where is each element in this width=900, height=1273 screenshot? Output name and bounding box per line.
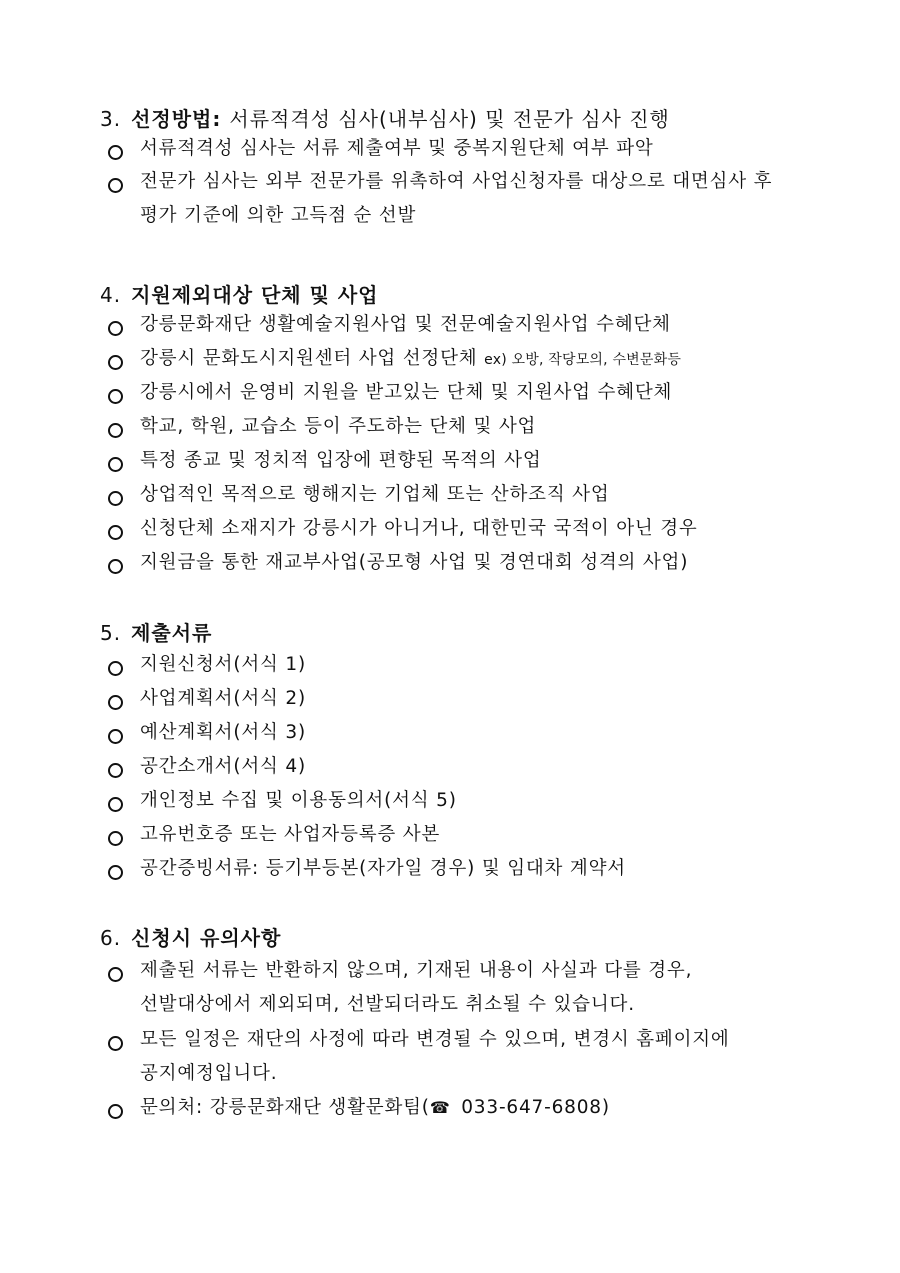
section-6-number: 6. [100, 926, 122, 950]
list-item-text: 지원금을 통한 재교부사업(공모형 사업 및 경연대회 성격의 사업) [140, 552, 689, 573]
list-item-text: 서류적격성 심사는 서류 제출여부 및 중복지원단체 여부 파악 [140, 138, 654, 159]
list-item-text: 지원신청서(서식 1) [140, 654, 306, 675]
circle-bullet-icon [108, 1036, 123, 1051]
phone-icon: ☎ [429, 1098, 451, 1117]
circle-bullet-icon [108, 729, 123, 744]
list-item-text: 상업적인 목적으로 행해지는 기업체 또는 산하조직 사업 [140, 484, 610, 505]
circle-bullet-icon [108, 491, 123, 506]
section-6-heading [100, 924, 281, 952]
contact-phone-number: 033-647-6808) [454, 1097, 610, 1118]
list-item-text-continued: 평가 기준에 의한 고득점 순 선발 [140, 205, 417, 226]
circle-bullet-icon [108, 145, 123, 160]
contact-text [140, 1091, 610, 1125]
circle-bullet-icon [108, 1104, 123, 1119]
list-item-example-text: ex) 오방, 작당모의, 수변문화등 [484, 352, 682, 368]
circle-bullet-icon [108, 423, 123, 438]
circle-bullet-icon [108, 389, 123, 404]
circle-bullet-icon [108, 763, 123, 778]
section-4-heading [100, 281, 379, 309]
list-item-text: 사업계획서(서식 2) [140, 688, 306, 709]
list-item-text: 개인정보 수집 및 이용동의서(서식 5) [140, 790, 457, 811]
list-item-text: 예산계획서(서식 3) [140, 722, 306, 743]
list-item-text-continued: 공지예정입니다. [140, 1063, 278, 1084]
list-item-text: 강릉시에서 운영비 지원을 받고있는 단체 및 지원사업 수혜단체 [140, 382, 673, 403]
list-item-text: 제출된 서류는 반환하지 않으며, 기재된 내용이 사실과 다를 경우, [140, 960, 693, 981]
list-item-text: 공간소개서(서식 4) [140, 756, 306, 777]
list-item-text: 고유번호증 또는 사업자등록증 사본 [140, 824, 441, 845]
list-item-text [140, 342, 681, 377]
section-6-title: 신청시 유의사항 [131, 926, 282, 950]
section-4-title: 지원제외대상 단체 및 사업 [131, 283, 379, 307]
circle-bullet-icon [108, 797, 123, 812]
list-item-text: 강릉문화재단 생활예술지원사업 및 전문예술지원사업 수혜단체 [140, 314, 671, 335]
circle-bullet-icon [108, 178, 123, 193]
list-item-text-continued: 선발대상에서 제외되며, 선발되더라도 취소될 수 있습니다. [140, 994, 635, 1015]
circle-bullet-icon [108, 525, 123, 540]
circle-bullet-icon [108, 321, 123, 336]
section-3-heading [100, 105, 670, 133]
list-item-text: 신청단체 소재지가 강릉시가 아니거나, 대한민국 국적이 아닌 경우 [140, 518, 698, 539]
circle-bullet-icon [108, 457, 123, 472]
section-5-heading [100, 619, 212, 647]
section-5-title: 제출서류 [131, 621, 213, 645]
section-3-subtitle: 서류적격성 심사(내부심사) 및 전문가 심사 진행 [229, 107, 670, 131]
circle-bullet-icon [108, 661, 123, 676]
circle-bullet-icon [108, 559, 123, 574]
section-3-title: 선정방법: [131, 107, 222, 131]
list-item-main-text: 강릉시 문화도시지원센터 사업 선정단체 [140, 348, 485, 369]
circle-bullet-icon [108, 355, 123, 370]
circle-bullet-icon [108, 831, 123, 846]
list-item-text: 학교, 학원, 교습소 등이 주도하는 단체 및 사업 [140, 416, 537, 437]
list-item-text: 전문가 심사는 외부 전문가를 위촉하여 사업신청자를 대상으로 대면심사 후 [140, 171, 773, 192]
contact-prefix: 문의처: 강릉문화재단 생활문화팀( [140, 1097, 430, 1118]
list-item-text: 공간증빙서류: 등기부등본(자가일 경우) 및 임대차 계약서 [140, 858, 626, 879]
list-item-text: 특정 종교 및 정치적 입장에 편향된 목적의 사업 [140, 450, 542, 471]
section-4-number: 4. [100, 283, 122, 307]
list-item-text: 모든 일정은 재단의 사정에 따라 변경될 수 있으며, 변경시 홈페이지에 [140, 1029, 730, 1050]
section-3-number: 3. [100, 107, 122, 131]
section-5-number: 5. [100, 621, 122, 645]
circle-bullet-icon [108, 865, 123, 880]
circle-bullet-icon [108, 695, 123, 710]
circle-bullet-icon [108, 967, 123, 982]
